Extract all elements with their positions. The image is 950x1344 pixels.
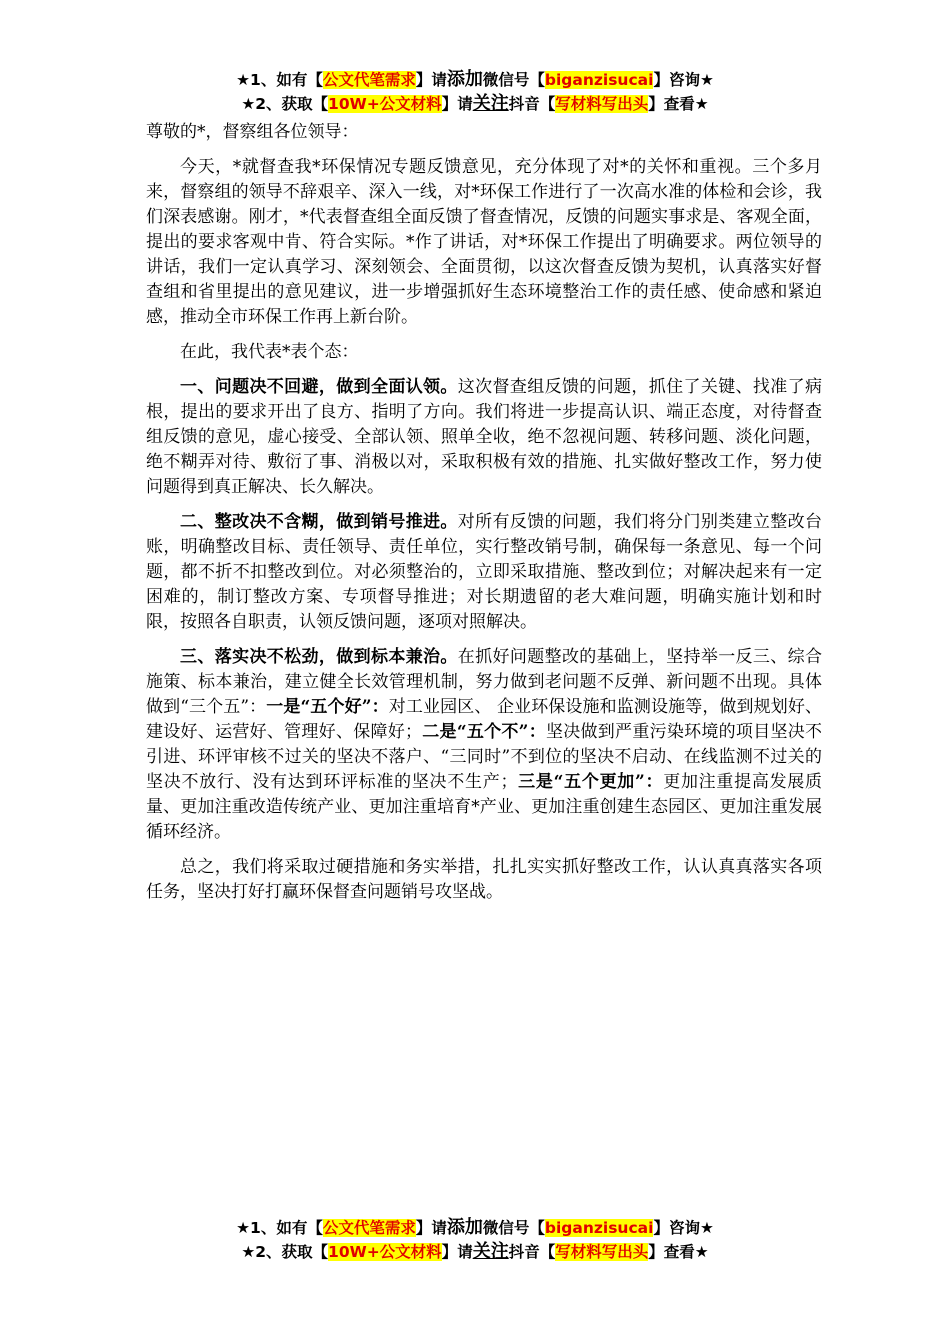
banner-highlight: 公文代笔需求: [322, 71, 416, 89]
banner-line-2: [0, 92, 950, 116]
banner-emphasis: 添加: [446, 69, 483, 90]
banner-text: ★1、如有【: [236, 1219, 323, 1237]
sub-text: 更加注重提高发展质量、更加注重改造传统产业、更加注重培育*产业、更加注重创建生态园区、更加注重发展循环经济。: [146, 772, 823, 842]
paragraph-statement: 在此，我代表*表个态：: [180, 342, 359, 362]
banner-line-1: [0, 1216, 950, 1240]
sub-heading: 二是“五个不”：: [422, 722, 546, 742]
banner-text: 微信号【: [482, 71, 545, 89]
banner-highlight: biganzisucai: [544, 71, 654, 89]
paragraph-point-3: [146, 645, 822, 845]
header-banner: [0, 68, 950, 116]
paragraph-point-1: [146, 375, 822, 500]
banner-text: 】请: [415, 1219, 447, 1237]
banner-emphasis: 关注: [472, 93, 509, 114]
banner-text: 】查看★: [648, 1243, 709, 1261]
paragraph-point-2: [146, 510, 822, 635]
banner-text: 】请: [415, 71, 447, 89]
banner-highlight: 10W+公文材料: [328, 95, 442, 113]
footer-banner: [0, 1216, 950, 1264]
banner-emphasis: 添加: [446, 1217, 483, 1238]
banner-text: 】请: [441, 95, 473, 113]
point-heading: 二、整改决不含糊，做到销号推进。: [180, 512, 458, 532]
banner-highlight: 10W+公文材料: [328, 1243, 442, 1261]
banner-text: ★1、如有【: [236, 71, 323, 89]
banner-highlight: 公文代笔需求: [322, 1219, 416, 1237]
banner-highlight: 写材料写出头: [555, 1243, 649, 1261]
banner-text: 微信号【: [482, 1219, 545, 1237]
point-text: 对所有反馈的问题，我们将分门别类建立整改台账，明确整改目标、责任领导、责任单位，实行整改销号制，确保每一条意见、每一个问题，都不折不扣整改到位。对必须整治的，立即采取措施、整改到位；对解决起来有一定困难的，制订整改方案、专项督导推进；对长期遗留的老大难问题，明确实施计划和时限，按照各自职责，认领反馈问题，逐项对照解决。: [146, 512, 823, 632]
point-heading: 三、落实决不松劲，做到标本兼治。: [180, 647, 458, 667]
sub-heading: 三是“五个更加”：: [517, 772, 664, 792]
banner-text: 】请: [441, 1243, 473, 1261]
paragraph-intro: 今天，*就督查我*环保情况专题反馈意见，充分体现了对*的关怀和重视。三个多月来，督察组的领导不辞艰辛、深入一线，对*环保工作进行了一次高水准的体检和会诊，我们深表感谢。刚才，*代表督查组全面反馈了督查情况，反馈的问题实事求是、客观全面，提出的要求客观中肯、符合实际。*作了讲话，对*环保工作提出了明确要求。两位领导的讲话，我们一定认真学习、深刻领会、全面贯彻，以这次督查反馈为契机，认真落实好督查组和省里提出的意见建议，进一步增强抓好生态环境整治工作的责任感、使命感和紧迫感，推动全市环保工作再上新台阶。: [146, 157, 822, 327]
point-heading: 一、问题决不回避，做到全面认领。: [180, 377, 458, 397]
paragraph-conclusion: 总之，我们将采取过硬措施和务实举措，扎扎实实抓好整改工作，认认真真落实各项任务，坚决打好打赢环保督查问题销号攻坚战。: [146, 857, 822, 902]
banner-text: 】查看★: [648, 95, 709, 113]
sub-heading: 一是“五个好”：: [266, 697, 389, 717]
banner-line-1: [0, 68, 950, 92]
banner-text: 】咨询★: [653, 1219, 714, 1237]
banner-highlight: biganzisucai: [544, 1219, 654, 1237]
document-body: [146, 120, 822, 915]
point-text: 这次督查组反馈的问题，抓住了关键、找准了病根，提出的要求开出了良方、指明了方向。我们将进一步提高认识、端正态度，对待督查组反馈的意见，虚心接受、全部认领、照单全收，绝不忽视问题、转移问题、淡化问题，绝不糊弄对待、敷衍了事、消极以对，采取积极有效的措施、扎实做好整改工作，努力使问题得到真正解决、长久解决。: [146, 377, 823, 497]
banner-text: 抖音【: [508, 95, 556, 113]
banner-highlight: 写材料写出头: [555, 95, 649, 113]
point-text: 在抓好问题整改的基础上，坚持举一反三、综合施策、标本兼治，建立健全长效管理机制，努力做到老问题不反弹、新问题不出现。具体做到“三个五”：: [146, 647, 823, 717]
salutation: 尊敬的*，督察组各位领导：: [146, 122, 359, 142]
banner-text: 】咨询★: [653, 71, 714, 89]
banner-text: 抖音【: [508, 1243, 556, 1261]
sub-text: 坚决做到严重污染环境的项目坚决不引进、环评审核不过关的坚决不落户、“三同时”不到位的坚决不启动、在线监测不过关的坚决不放行、没有达到环评标准的坚决不生产；: [146, 722, 822, 792]
sub-text: 对工业园区、 企业环保设施和监测设施等，做到规划好、建设好、运营好、管理好、保障好；: [146, 697, 822, 742]
banner-line-2: [0, 1240, 950, 1264]
banner-emphasis: 关注: [472, 1241, 509, 1262]
banner-text: ★2、获取【: [241, 95, 329, 113]
banner-text: ★2、获取【: [241, 1243, 329, 1261]
